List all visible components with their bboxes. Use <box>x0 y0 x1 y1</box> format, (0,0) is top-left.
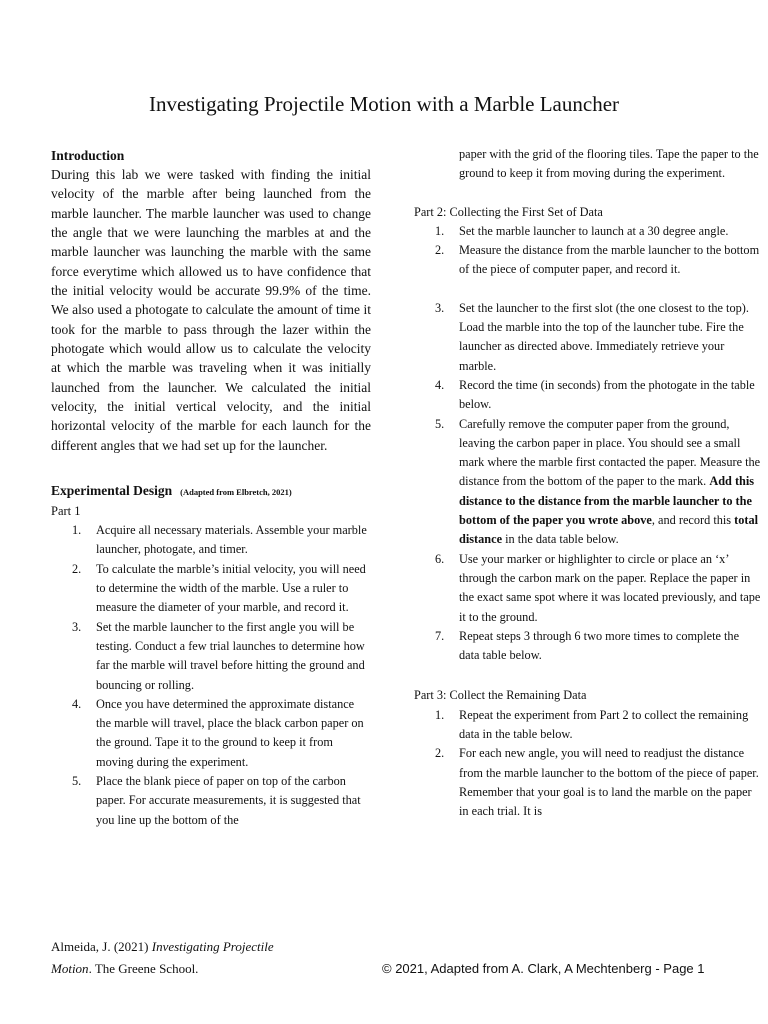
part3-steps <box>414 706 762 822</box>
list-item <box>51 772 371 830</box>
part2-step-5 <box>414 415 762 550</box>
step5-bold-a: Add this distance to the distance from the marble launcher to the bottom of the paper you wrote above <box>459 474 755 528</box>
step-text: Measure the distance from the marble launcher to the bottom of the piece of computer paper, and record it. <box>459 243 760 277</box>
list-item <box>414 241 762 280</box>
blank-line <box>414 280 762 299</box>
step-text: Record the time (in seconds) from the photogate in the table below. <box>459 377 755 412</box>
step-number: 2. <box>435 243 445 258</box>
step-number: 1. <box>435 223 445 238</box>
step5-text-a: Carefully remove the computer paper from the ground, leaving the carbon paper in place. You should see a small mark where the marble first contacted the paper. Measure the distance from the bottom of the paper to the mark. <box>459 416 761 489</box>
list-item <box>51 695 371 772</box>
page-footer: © 2021, Adapted from A. Clark, A Mechtenberg - Page 1 <box>382 961 705 976</box>
step-text: Use your marker or highlighter to circle or place an ‘x’ through the carbon mark on the paper. Replace the paper in the exact same spot where it was located previously, and tape it to the ground. <box>459 551 761 624</box>
introduction-paragraph: During this lab we were tasked with finding the initial velocity of the marble after being launched from the marble launcher. The marble launcher was used to change the angle that we were launching the marbles at and the marble launcher was launching the marble with the same force everytime which allowed us to have confidence that the initial velocity would be accurate 99.9% of the time. We also used a photogate to calculate the amount of time it took for the marble to pass through the lazer within the photogate which would allow us to calculate the velocity at which the marble was traveling when it was initially launched from the launcher. We calculated the initial velocity, the initial vertical velocity, and the initial horizontal velocity of the marble for each launch for the different angles that we had set up for the launcher. <box>51 167 371 453</box>
list-item <box>414 627 762 666</box>
step-number: 3. <box>72 619 82 634</box>
right-column <box>414 145 762 822</box>
part2-steps-c <box>414 550 762 666</box>
step-text: To calculate the marble’s initial velocity, you will need to determine the width of the marble. Use a ruler to measure the diameter of your marble, and record it. <box>96 561 366 615</box>
part1-steps <box>51 521 371 830</box>
list-item <box>414 415 762 550</box>
step-number: 7. <box>435 628 445 643</box>
part2-steps-b <box>414 299 762 415</box>
part1-label: Part 1 <box>51 504 81 519</box>
step-number: 5. <box>72 774 82 789</box>
step-number: 1. <box>72 523 82 538</box>
step-number: 4. <box>72 696 82 711</box>
list-item <box>414 550 762 627</box>
step-text: Repeat steps 3 through 6 two more times to complete the data table below. <box>459 628 740 663</box>
step-number: 1. <box>435 707 445 722</box>
page-title: Investigating Projectile Motion with a Marble Launcher <box>148 92 620 116</box>
list-item <box>414 706 762 745</box>
experimental-design-title: Experimental Design <box>51 483 173 499</box>
experimental-design-heading <box>51 481 371 502</box>
step-text: Once you have determined the approximate distance the marble will travel, place the black carbon paper on the ground. Tape it to the ground to keep it from moving during the experiment. <box>96 696 364 769</box>
list-item <box>414 299 762 376</box>
step-number: 6. <box>435 551 445 566</box>
citation-author: Almeida, J. (2021) <box>51 939 152 954</box>
step-text: For each new angle, you will need to readjust the distance from the marble launcher to the bottom of the piece of paper. Remember that your goal is to land the marble on the paper in each trial. It is <box>459 746 759 819</box>
citation-title-a: Investigating Projectile <box>151 939 274 954</box>
left-column <box>51 146 371 830</box>
introduction-heading: Introduction <box>51 148 125 163</box>
step-text: Set the launcher to the first slot (the one closest to the top). Load the marble into the top of the launcher tube. Fire the launcher as directed above. Immediately retrieve your marble. <box>459 300 749 373</box>
part2-label: Part 2: Collecting the First Set of Data <box>414 204 603 219</box>
list-item <box>51 618 371 695</box>
step5-text-c: in the data table below. <box>502 532 619 547</box>
step-text: Set the marble launcher to the first angle you will be testing. Conduct a few trial launches to determine how far the marble will travel before hitting the ground and bouncing or rolling. <box>96 619 365 692</box>
step-text: Place the blank piece of paper on top of the carbon paper. For accurate measurements, it is suggested that you line up the bottom of the <box>96 774 361 827</box>
citation <box>51 936 274 980</box>
step-number: 2. <box>72 561 82 576</box>
step5-text-b: , and record this <box>651 513 735 528</box>
citation-rest: . The Greene School. <box>88 961 199 976</box>
step-number: 3. <box>435 300 445 315</box>
part2-steps-a <box>414 222 762 280</box>
step-text: Set the marble launcher to launch at a 30 degree angle. <box>459 223 729 238</box>
citation-title-b: Motion <box>51 961 89 976</box>
list-item <box>51 560 371 618</box>
step5-bold-b: total distance <box>459 513 759 547</box>
step-number: 5. <box>435 416 445 431</box>
list-item <box>414 222 762 241</box>
step-number: 2. <box>435 746 445 761</box>
list-item <box>414 376 762 415</box>
adapted-note: (Adapted from Elbretch, 2021) <box>180 487 292 498</box>
step-text: Repeat the experiment from Part 2 to collect the remaining data in the table below. <box>459 707 749 742</box>
step-number: 4. <box>435 377 445 392</box>
part3-label: Part 3: Collect the Remaining Data <box>414 688 587 703</box>
step5-continuation: paper with the grid of the flooring tiles. Tape the paper to the ground to keep it from moving during the experiment. <box>459 147 759 181</box>
list-item <box>414 744 762 821</box>
list-item <box>51 521 371 560</box>
step-text: Acquire all necessary materials. Assemble your marble launcher, photogate, and timer. <box>96 523 367 557</box>
